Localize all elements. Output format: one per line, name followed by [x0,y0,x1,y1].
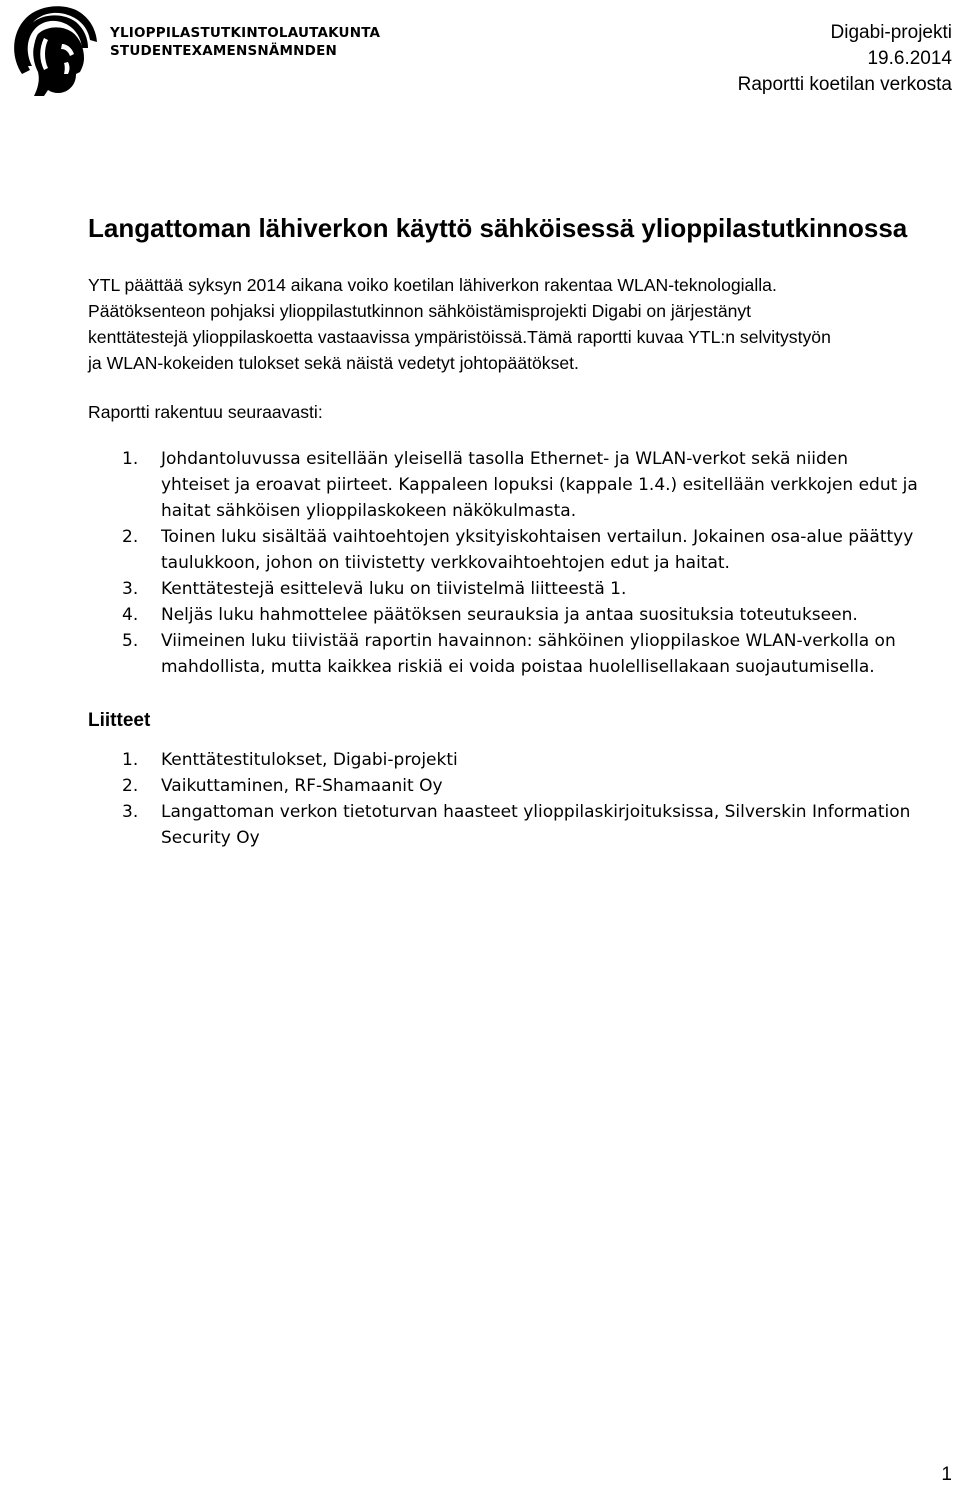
attachment-item [88,747,960,773]
intro-line: ja WLAN-kokeiden tulokset sekä näistä vedetyt johtopäätökset. [88,353,579,373]
organisation-name [110,24,380,60]
list-item [88,446,960,524]
intro-paragraph [88,272,960,376]
helmeted-head-logo-icon [4,4,102,96]
attachment-line: Langattoman verkon tietoturvan haasteet ylioppilaskirjoituksissa, Silverskin Information [161,802,911,822]
list-item-line: Johdantoluvussa esitellään yleisellä tasolla Ethernet- ja WLAN-verkot sekä niiden [161,449,849,469]
list-number: 2. [122,527,139,547]
list-item-line: yhteiset ja eroavat piirteet. Kappaleen lopuksi (kappale 1.4.) esitellään verkkojen edut ja [161,475,918,495]
list-number: 3. [122,579,139,599]
attachment-line: Vaikuttaminen, RF-Shamaanit Oy [161,776,443,796]
structure-list [88,446,960,680]
list-item [88,524,960,576]
organisation-name-swedish: STUDENTEXAMENSNÄMNDEN [110,43,337,59]
list-number: 2. [122,776,139,796]
document-title: Langattoman lähiverkon käyttö sähköisessä ylioppilastutkinnossa [88,213,908,243]
organisation-logo-block [4,4,424,96]
list-item-line: Neljäs luku hahmottelee päätöksen seurauksia ja antaa suosituksia toteutukseen. [161,605,858,625]
organisation-name-finnish: YLIOPPILASTUTKINTOLAUTAKUNTA [110,25,381,41]
list-item-line: haitat sähköisen ylioppilaskokeen näkökulmasta. [161,501,577,521]
list-number: 1. [122,449,139,469]
list-number: 4. [122,605,139,625]
attachment-line: Security Oy [161,828,260,848]
list-item-line: mahdollista, mutta kaikkea riskiä ei voida poistaa huolellisellakaan suojautumisella. [161,657,875,677]
structure-lead: Raportti rakentuu seuraavasti: [88,402,323,422]
attachments-heading: Liitteet [88,710,151,731]
attachment-item [88,773,960,799]
project-name: Digabi-projekti [830,22,952,43]
list-item-line: Viimeinen luku tiivistää raportin havainnon: sähköinen ylioppilaskoe WLAN-verkolla on [161,631,896,651]
list-item [88,602,960,628]
list-number: 3. [122,802,139,822]
document-date: 19.6.2014 [867,48,952,69]
list-item-line: Toinen luku sisältää vaihtoehtojen yksityiskohtaisen vertailun. Jokainen osa-alue päättyy [161,527,914,547]
attachment-item [88,799,960,851]
list-item-line: Kenttätestejä esittelevä luku on tiivistelmä liitteestä 1. [161,579,627,599]
page-number: 1 [941,1464,952,1485]
list-item-line: taulukkoon, johon on tiivistetty verkkovaihtoehtojen edut ja haitat. [161,553,730,573]
document-meta [738,20,952,98]
list-number: 1. [122,750,139,770]
intro-line: Päätöksenteon pohjaksi ylioppilastutkinnon sähköistämisprojekti Digabi on järjestänyt [88,301,752,321]
document-type: Raportti koetilan verkosta [737,74,952,95]
attachment-line: Kenttätestitulokset, Digabi-projekti [161,750,458,770]
intro-line: kenttätestejä ylioppilaskoetta vastaavissa ympäristöissä.Tämä raportti kuvaa YTL:n selvitystyön [88,327,831,347]
list-item [88,576,960,602]
intro-line: YTL päättää syksyn 2014 aikana voiko koetilan lähiverkon rakentaa WLAN-teknologialla. [88,275,777,295]
list-number: 5. [122,631,139,651]
attachments-list [88,747,960,851]
list-item [88,628,960,680]
